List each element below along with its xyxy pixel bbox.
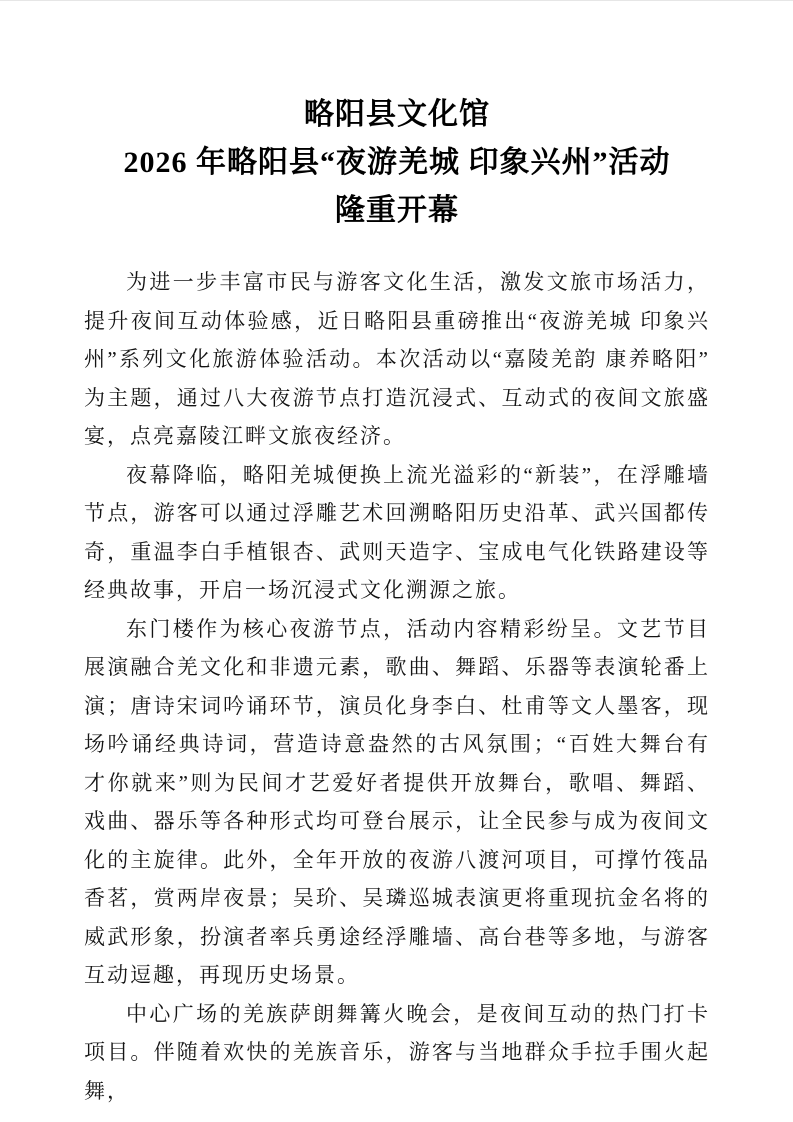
document-body bbox=[84, 263, 710, 1110]
document-title-line-1: 略阳县文化馆 bbox=[304, 98, 490, 131]
paragraph: 中心广场的羌族萨朗舞篝火晚会，是夜间互动的热门打卡项目。伴随着欢快的羌族音乐，游客与当地群众手拉手围火起舞， bbox=[84, 1001, 710, 1103]
paragraph: 东门楼作为核心夜游节点，活动内容精彩纷呈。文艺节目展演融合羌文化和非遗元素，歌曲、舞蹈、乐器等表演轮番上演；唐诗宋词吟诵环节，演员化身李白、杜甫等文人墨客，现场吟诵经典诗词，营造诗意盎然的古风氛围；“百姓大舞台有才你就来”则为民间才艺爱好者提供开放舞台，歌唱、舞蹈、戏曲、器乐等各种形式均可登台展示，让全民参与成为夜间文化的主旋律。此外，全年开放的夜游八渡河项目，可撑竹筏品香茗，赏两岸夜景；吴玠、吴璘巡城表演更将重现抗金名将的威武形象，扮演者率兵勇途经浮雕墙、高台巷等多地，与游客互动逗趣，再现历史场景。 bbox=[84, 616, 710, 987]
paragraph: 夜幕降临，略阳羌城便换上流光溢彩的“新装”，在浮雕墙节点，游客可以通过浮雕艺术回溯略阳历史沿革、武兴国都传奇，重温李白手植银杏、武则天造字、宝成电气化铁路建设等经典故事，开启一场沉浸式文化溯源之旅。 bbox=[84, 462, 710, 602]
paragraph: 为进一步丰富市民与游客文化生活，激发文旅市场活力，提升夜间互动体验感，近日略阳县重磅推出“夜游羌城 印象兴州”系列文化旅游体验活动。本次活动以“嘉陵羌韵 康养略阳”为主题，通过八大夜游节点打造沉浸式、互动式的夜间文旅盛宴，点亮嘉陵江畔文旅夜经济。 bbox=[84, 270, 710, 448]
document-title bbox=[84, 91, 710, 235]
document-title-line-2: 2026 年略阳县“夜游羌城 印象兴州”活动 bbox=[123, 146, 671, 179]
document-title-line-3: 隆重开幕 bbox=[335, 194, 459, 227]
